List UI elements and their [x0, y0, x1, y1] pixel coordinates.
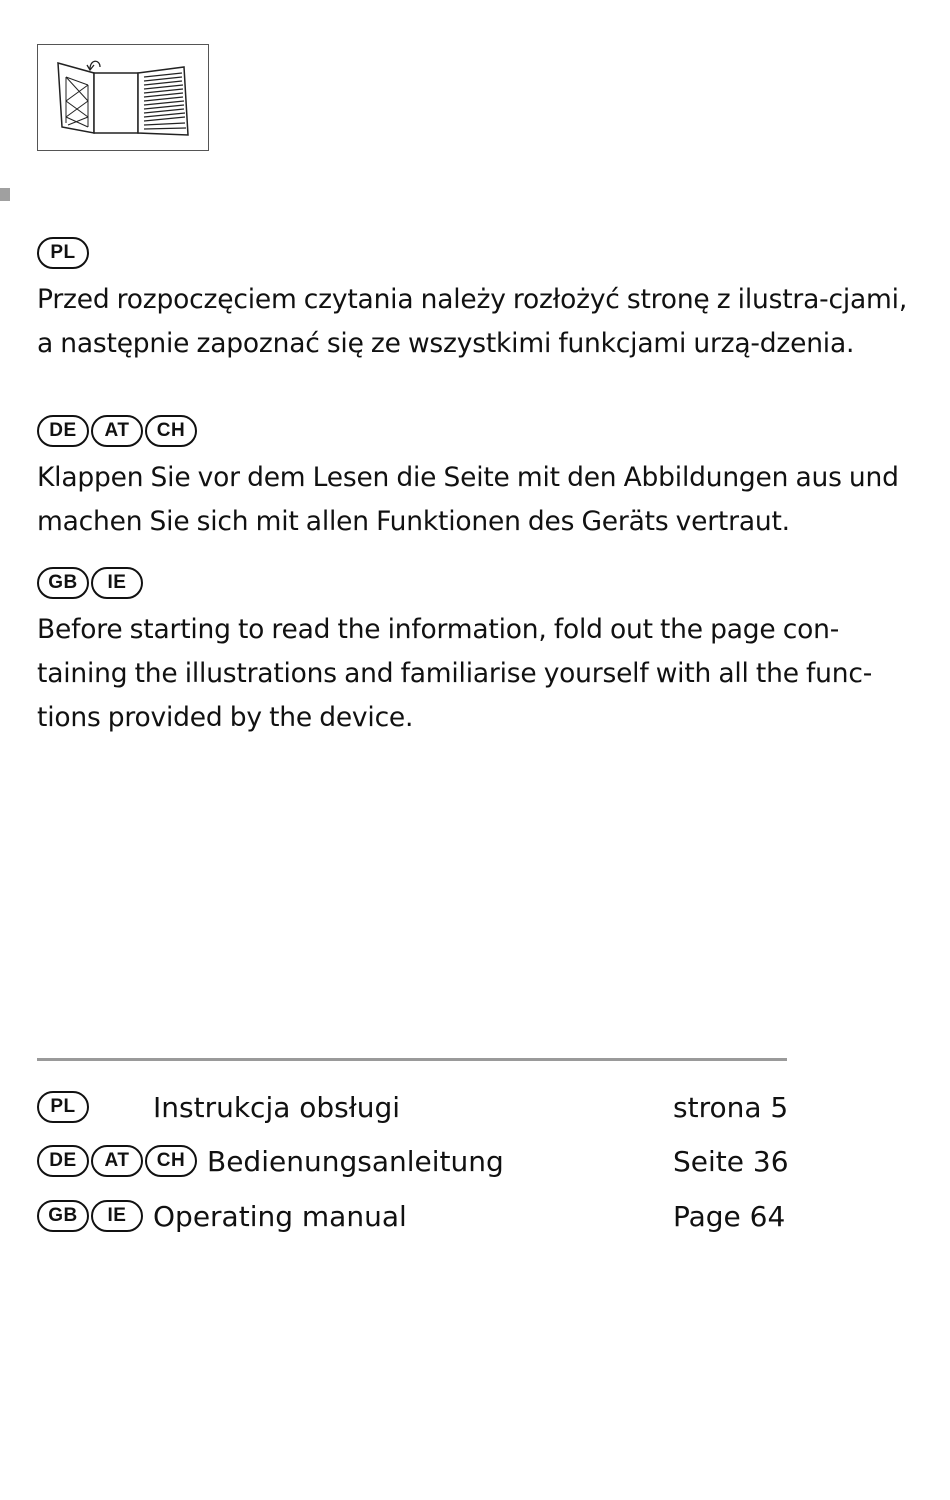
- language-badges: [37, 236, 917, 270]
- intro-text-gb: Before starting to read the information, fold out the page con-taining the illustrations and familiarise yourself with all the func-tions provided by the device.: [37, 614, 873, 733]
- fold-out-page-icon: [38, 45, 207, 149]
- language-badge-ie: IE: [91, 1200, 143, 1232]
- language-badge-pl: PL: [37, 237, 89, 269]
- page-edge-marker: [0, 188, 10, 201]
- toc-title-gb: Operating manual: [153, 1199, 407, 1233]
- toc-title-pl: Instrukcja obsługi: [153, 1090, 401, 1124]
- intro-section-pl: [37, 236, 917, 366]
- language-badge-de: DE: [37, 415, 89, 447]
- toc-page-gb: Page 64: [673, 1199, 786, 1233]
- intro-text-pl: Przed rozpoczęciem czytania należy rozłożyć stronę z ilustra-cjami, a następnie zapoznać się ze wszystkimi funkcjami urzą-dzenia.: [37, 284, 908, 359]
- toc-divider: [37, 1058, 787, 1061]
- language-badge-gb: GB: [37, 567, 89, 599]
- intro-section-de: [37, 414, 917, 544]
- language-badges: [37, 1144, 197, 1178]
- toc-title-de: Bedienungsanleitung: [207, 1144, 504, 1178]
- fold-out-illustration: [37, 44, 209, 151]
- language-badge-de: DE: [37, 1145, 89, 1177]
- language-badges: [37, 566, 917, 600]
- toc-row-pl[interactable]: [37, 1087, 797, 1127]
- toc-row-gb[interactable]: [37, 1196, 797, 1236]
- intro-section-gb: [37, 566, 917, 740]
- toc-page-pl: strona 5: [673, 1090, 789, 1124]
- language-badge-ch: CH: [145, 1145, 197, 1177]
- language-badge-ie: IE: [91, 567, 143, 599]
- language-badge-gb: GB: [37, 1200, 89, 1232]
- language-badges: [37, 414, 917, 448]
- language-badges: [37, 1090, 89, 1124]
- language-badge-pl: PL: [37, 1091, 89, 1123]
- language-badge-ch: CH: [145, 415, 197, 447]
- intro-text-de: Klappen Sie vor dem Lesen die Seite mit den Abbildungen aus und machen Sie sich mit allen Funktionen des Geräts vertraut.: [37, 462, 899, 537]
- language-badge-at: AT: [91, 1145, 143, 1177]
- toc-row-de[interactable]: [37, 1141, 797, 1181]
- toc-page-de: Seite 36: [673, 1144, 789, 1178]
- language-badges: [37, 1199, 143, 1233]
- language-badge-at: AT: [91, 415, 143, 447]
